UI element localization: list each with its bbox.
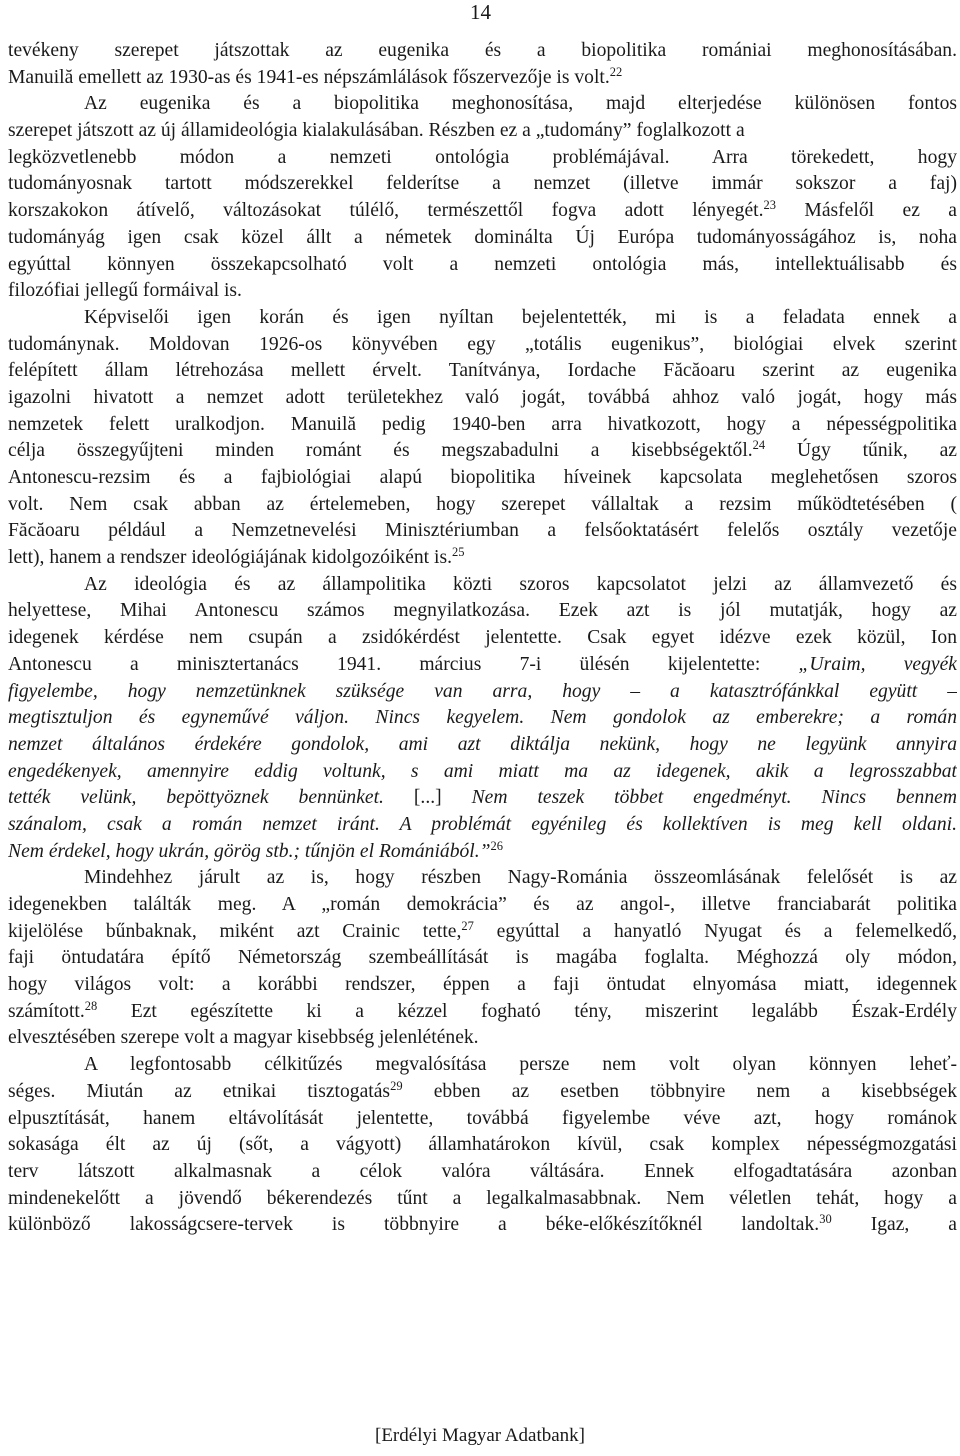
text-line [8,732,957,759]
text-line [8,118,957,145]
text-segment: tudományosnak tartott módszerekkel felderítse a nemzet (illetve immár sokszor a faj) [8,173,957,195]
text-segment: egyúttal a hanyatló Nyugat és a felemelkedő, [473,920,957,942]
text-line [8,65,957,92]
page-number: 14 [470,0,491,24]
body-text [8,38,957,1239]
text-segment: tudományág igen csak közel állt a németek dominálta Új Európa tudományosságához is, noha [8,226,957,248]
text-line [8,679,957,706]
quote-text: megtisztuljon és egyneművé váljon. Nincs kegyelem. Nem gondolok az emberekre; a román [8,707,957,729]
text-segment: tevékeny szerepet játszottak az eugenika és a biopolitika romániai meghonosításában. [8,40,957,61]
text-line [8,572,957,599]
text-line [8,145,957,172]
text-segment: egyúttal könnyen összekapcsolható volt a nemzeti ontológia más, intellektuálisabb és [8,253,957,275]
text-segment: volt. Nem csak abban az értelemeben, hogy szerepet vállaltak a rezsim működtetésében ( [8,493,957,515]
text-segment: idegenek kérdése nem csupán a zsidókérdést jelentette. Csak egyet idézve ezek közül, Ion [8,627,957,649]
quote-text: Nem teszek többet engedményt. Nincs bennem [441,787,957,809]
text-line [8,91,957,118]
text-line [8,1025,957,1052]
text-line [8,358,957,385]
text-line [8,1132,957,1159]
footnote-marker: 24 [752,438,766,453]
text-segment: Ezt egészítette ki a kézzel fogható tény, miszerint legalább Észak-Erdély [97,1000,957,1022]
text-segment: séges. Miután az etnikai tisztogatás [8,1080,391,1102]
footnote-marker: 30 [819,1212,832,1227]
text-segment: Képviselői igen korán és igen nyíltan bejelentették, mi is a feladata ennek a [84,306,957,328]
text-segment: idegenekben találták meg. A „román demokrácia” és az angol-, illetve franciabarát politika [8,894,957,915]
text-segment: elvesztésében szerepe volt a magyar kisebbség jelenlétének. [8,1027,479,1049]
text-line [8,999,957,1026]
text-segment: Igaz, a [831,1214,957,1236]
text-line [8,1186,957,1213]
footnote-marker: 25 [451,545,465,560]
text-segment: Úgy tűnik, az [765,440,957,462]
text-line [8,759,957,786]
footnote-marker: 22 [609,64,623,79]
text-segment: faji öntudatára építő Németország szembeállítását is magába foglalta. Méghozzá oly módon, [8,947,957,969]
quote-text: szánalom, csak a román nemzet iránt. A problémát egyénileg és kollektíven is meg kell oldani. [8,813,957,835]
text-line [8,252,957,279]
quote-text: nemzet általános érdekére gondolok, ami azt diktálja nekünk, hogy ne legyünk annyira [8,733,957,755]
text-line [8,972,957,999]
text-line [8,225,957,252]
text-line [8,38,957,65]
text-line [8,492,957,519]
text-segment: A legfontosabb célkitűzés megvalósítása persze nem volt olyan könnyen leheť- [84,1054,957,1076]
footnote-marker: 23 [763,198,777,213]
text-segment: ebben az esetben többnyire nem a kisebbségek [402,1080,957,1102]
text-line [8,518,957,545]
text-segment: filozófiai jellegű formáival is. [8,280,242,302]
footnote-marker: 27 [461,918,474,933]
text-line [8,1106,957,1133]
text-segment: elpusztítását, hanem eltávolítását jelentette, továbbá figyelembe véve azt, hogy románok [8,1107,957,1129]
text-segment: hogy világos volt: a korábbi rendszer, éppen a faji öntudat elnyomása miatt, idegennek [8,974,957,996]
text-line [8,1052,957,1079]
text-line [8,1159,957,1186]
text-segment: mindenekelőtt a jövendő békerendezés tűnt a legalkalmasabbnak. Nem véletlen tehát, hogy a [8,1187,957,1209]
quote-text: engedékenyek, amennyire eddig voltunk, s ami miatt ma az idegenek, akik a legrosszabbat [8,760,957,782]
text-line [8,839,957,866]
text-segment: tudománynak. Moldovan 1926-os könyvében egy „totális eugenikus”, biológiai elvek szerint [8,333,957,355]
text-line [8,171,957,198]
quote-text: Nem érdekel, hogy ukrán, görög stb.; tűnjön el Romániából.” [8,840,491,862]
text-line [8,198,957,225]
text-line [8,919,957,946]
text-segment: felépített állam létrehozása mellett érvelt. Tanítványa, Iordache Făcăoaru szerint az eugenika [8,360,957,382]
text-segment: különböző lakosságcsere-tervek is többnyire a béke-előkészítőknél landoltak. [8,1214,820,1236]
text-segment: terv látszott alkalmasnak a célok valóra váltására. Ennek elfogadtatására azonban [8,1160,957,1182]
quote-text: figyelembe, hogy nemzetünknek szüksége van arra, hogy – a katasztrófánkkal együtt – [8,680,957,702]
text-line [8,1079,957,1106]
text-segment: Az ideológia és az állampolitika közti szoros kapcsolatot jelzi az államvezető és [84,573,957,595]
text-segment: Făcăoaru például a Nemzetnevelési Minisztériumban a felsőoktatásért felelős osztály vezetője [8,520,957,542]
text-line [8,332,957,359]
text-line [8,465,957,492]
text-segment: Mindehhez járult az is, hogy részben Nagy-Románia összeomlásának felelősét is az [84,867,957,889]
text-line [8,1212,957,1239]
text-segment: Antonescu a minisztertanács 1941. március 7-i ülésén kijelentette: [8,653,799,675]
text-line [8,785,957,812]
text-segment: lett), hanem a rendszer ideológiájának kidolgozóiként is. [8,547,452,569]
footnote-marker: 26 [490,838,504,853]
text-line [8,625,957,652]
text-segment: igazolni hivatott a nemzet adott területekhez való jogát, továbbá ahhoz való jogát, hogy más [8,386,957,408]
text-segment: sokasága élt az új (sőt, a vágyott) államhatárokon kívül, csak komplex népességmozgatási [8,1134,957,1156]
text-segment: kijelölése bűnbaknak, miként azt Crainic tette, [8,920,462,942]
text-segment: [...] [413,787,442,809]
text-line [8,385,957,412]
footer-source: [Erdélyi Magyar Adatbank] [375,1425,585,1446]
text-segment: Manuilă emellett az 1930-as és 1941-es népszámlálások főszervezője is volt. [8,66,610,88]
quote-text: „Uraim, vegyék [798,653,957,675]
text-line [8,892,957,919]
text-line [8,278,957,305]
footnote-marker: 29 [390,1078,403,1093]
text-line [8,438,957,465]
footnote-marker: 28 [84,998,98,1013]
text-segment: számított. [8,1000,85,1022]
text-segment: Másfelől ez a [776,200,957,222]
text-segment: célja összegyűjteni minden románt és megszabadulni a kisebbségektől. [8,440,753,462]
text-line [8,305,957,332]
text-line [8,545,957,572]
text-line [8,598,957,625]
text-segment: Antonescu-rezsim és a fajbiológiai alapú biopolitika híveinek kapcsolata meglehetősen szoros [8,467,957,488]
quote-text: tették velünk, bepöttyöznek bennünket. [8,787,414,809]
text-segment: szerepet játszott az új államideológia kialakulásában. Részben ez a „tudomány” foglalkozott a [8,120,745,142]
text-line [8,812,957,839]
text-line [8,412,957,439]
text-line [8,945,957,972]
text-line [8,652,957,679]
text-line [8,705,957,732]
text-segment: legközvetlenebb módon a nemzeti ontológia problémájával. Arra törekedett, hogy [8,146,957,168]
text-segment: korszakokon átívelő, változásokat túlélő, természettől fogva adott lényegét. [8,200,764,222]
text-line [8,865,957,892]
text-segment: Az eugenika és a biopolitika meghonosítása, majd elterjedése különösen fontos [84,93,957,115]
text-segment: nemzetek felett uralkodjon. Manuilă pedig 1940-ben arra hivatkozott, hogy a népességpolitika [8,413,957,435]
text-segment: helyettese, Mihai Antonescu számos megnyilatkozása. Ezek azt is jól mutatják, hogy az [8,600,957,622]
